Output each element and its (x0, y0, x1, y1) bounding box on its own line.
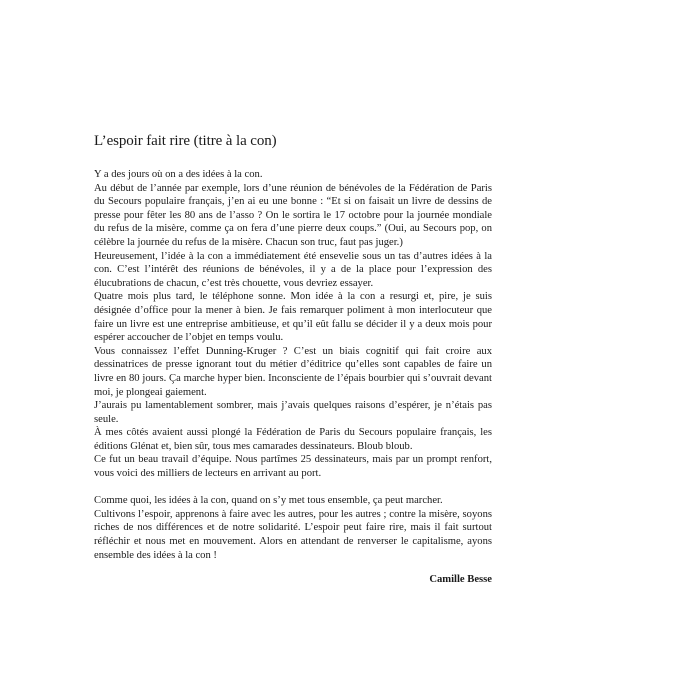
paragraph-10: Cultivons l’espoir, apprenons à faire avec les autres, pour les autres ; contre la misère, soyons riches de nos différences et de notre solidarité. L’espoir peut faire rire, mais il fait surtout réfléchir et nous met en mouvement. Alors en attendant de renverser le capitalisme, ayons ensemble des idées à la con ! (94, 508, 492, 561)
paragraph-6: J’aurais pu lamentablement sombrer, mais j’avais quelques raisons d’espérer, je n’étais pas seule. (94, 400, 492, 425)
author-signature: Camille Besse (429, 574, 492, 586)
body-text (94, 168, 492, 562)
paragraph-3: Heureusement, l’idée à la con a immédiatement été ensevelie sous un tas d’autres idées à la con. C’est l’intérêt des réunions de bénévoles, il y a de la place pour l’expression des élucubrations de chacun, c’est très chouette, vous devriez essayer. (94, 250, 492, 289)
paragraph-1: Y a des jours où on a des idées à la con. (94, 169, 263, 180)
paragraph-2: Au début de l’année par exemple, lors d’une réunion de bénévoles de la Fédération de Paris du Secours populaire français, j’en ai eu une bonne : “Et si on faisait un livre de dessins de presse pour fêter les 80 ans de l’asso ? On le sortira le 17 octobre pour la journée mondiale du refus de la misère, comme ça on fera d’une pierre deux coups.” (Oui, au Secours pop, on célèbre la journée du refus de la misère. Chacun son truc, faut pas juger.) (94, 182, 492, 248)
paragraph-5: Vous connaissez l’effet Dunning-Kruger ? C’est un biais cognitif qui fait croire aux dessinatrices de presse ignorant tout du métier d’éditrice qu’elles sont capables de faire un livre en 80 jours. Ça marche hyper bien. Inconsciente de l’épais bourbier qui s’ouvrait devant moi, je plongeai gaiement. (94, 345, 492, 398)
page-title: L’espoir fait rire (titre à la con) (94, 133, 277, 149)
paragraph-8: Ce fut un beau travail d’équipe. Nous partîmes 25 dessinateurs, mais par un prompt renfort, vous voici des milliers de lecteurs en arrivant au port. (94, 454, 492, 480)
document-page (94, 133, 492, 585)
paragraph-7: À mes côtés avaient aussi plongé la Fédération de Paris du Secours populaire français, les éditions Glénat et, bien sûr, tous mes camarades dessinateurs. Bloub bloub. (94, 427, 492, 452)
paragraph-9: Comme quoi, les idées à la con, quand on s’y met tous ensemble, ça peut marcher. (94, 495, 443, 507)
paragraph-4: Quatre mois plus tard, le téléphone sonne. Mon idée à la con a resurgi et, pire, je suis désignée d’office pour la mener à bien. Je fais remarquer poliment à mon interlocuteur que faire un livre est une entreprise ambitieuse, et qu’il eût fallu se décider il y a deux mois pour espérer accoucher de l’objet en temps voulu. (94, 291, 492, 344)
